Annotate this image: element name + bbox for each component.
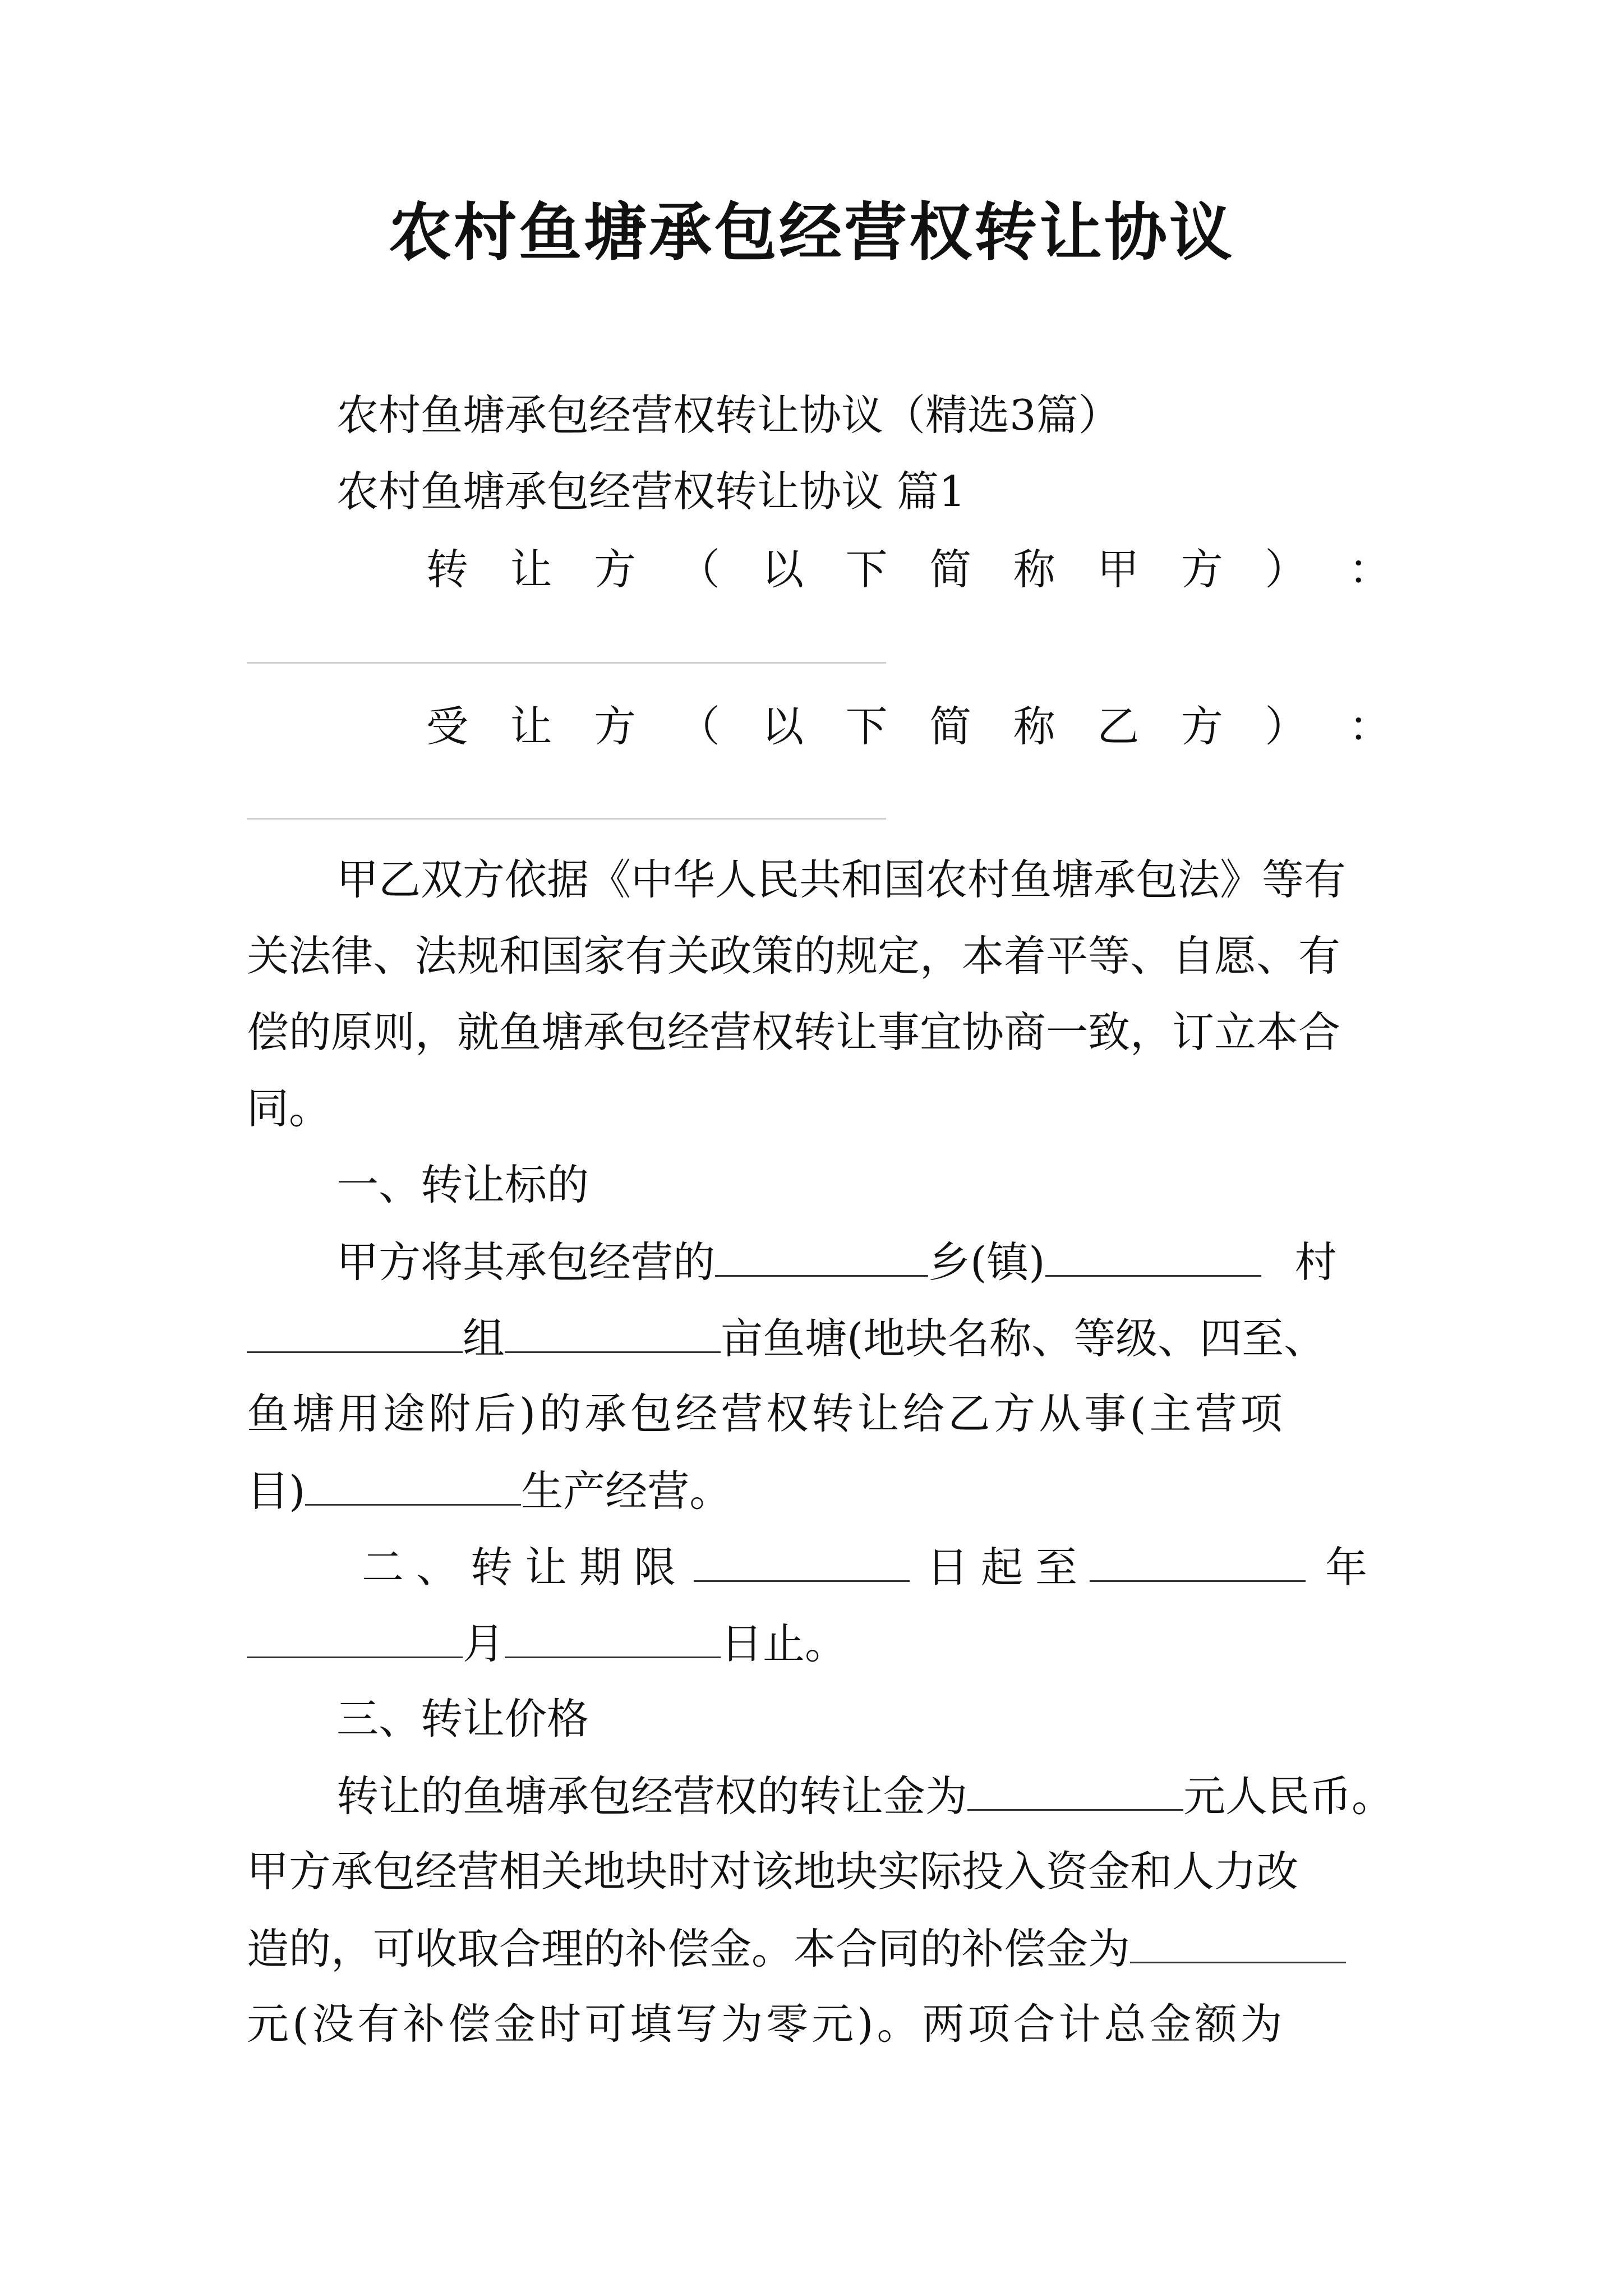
township-blank[interactable] [715, 1233, 928, 1277]
subtitle: 农村鱼塘承包经营权转让协议（精选3篇） [336, 390, 1121, 440]
end-day-blank[interactable] [505, 1614, 721, 1658]
document-title: 农村鱼塘承包经营权转让协议 [389, 196, 1234, 269]
preamble-line-3: 偿的原则，就鱼塘承包经营权转让事宜协商一致，订立本合 [247, 1007, 1341, 1057]
group-blank[interactable] [247, 1309, 463, 1353]
section-1-heading: 一、转让标的 [336, 1160, 589, 1209]
transferee-name-line[interactable] [247, 818, 886, 820]
village-blank[interactable] [1045, 1233, 1261, 1277]
section-1-line-3: 鱼塘用途附后)的承包经营权转让给乙方从事(主营项 [247, 1389, 1286, 1438]
section-1-line-1: 甲方将其承包经营的 乡(镇) 村 [336, 1233, 1391, 1290]
start-date-blank[interactable] [694, 1538, 910, 1582]
section-2-line-1: 二、转让期限 日起至 年 [362, 1538, 1391, 1595]
section-3-line-4: 元(没有补偿金时可填写为零元)。两项合计总金额为 [247, 1999, 1286, 2049]
section-3-line-1: 转让的鱼塘承包经营权的转让金为 元人民币。 [336, 1767, 1391, 1824]
section-2-line-2: 月 日止。 [247, 1614, 1391, 1672]
main-project-blank[interactable] [305, 1462, 521, 1506]
section-3-line-3: 造的，可收取合理的补偿金。本合同的补偿金为 [247, 1920, 1391, 1977]
end-month-blank[interactable] [247, 1614, 463, 1658]
transferor-name-line[interactable] [247, 662, 886, 664]
preamble-line-4: 同。 [247, 1084, 331, 1133]
transferor-label: 转 让 方 （ 以 下 简 称 甲 方 ） ： [426, 545, 1391, 594]
section-3-heading: 三、转让价格 [336, 1694, 589, 1743]
transfer-fee-blank[interactable] [967, 1767, 1183, 1811]
section-1-line-2: 组 亩鱼塘(地块名称、等级、四至、 [247, 1309, 1391, 1366]
section-1-line-4: 目) 生产经营。 [247, 1462, 1391, 1519]
area-blank[interactable] [505, 1309, 721, 1353]
compensation-blank[interactable] [1130, 1920, 1346, 1963]
end-year-blank[interactable] [1090, 1538, 1306, 1582]
preamble-line-1: 甲乙双方依据《中华人民共和国农村鱼塘承包法》等有 [336, 855, 1347, 904]
transferee-label: 受 让 方 （ 以 下 简 称 乙 方 ） ： [426, 702, 1391, 751]
section-3-line-2: 甲方承包经营相关地块时对该地块实际投入资金和人力改 [247, 1847, 1299, 1896]
preamble-line-2: 关法律、法规和国家有关政策的规定，本着平等、自愿、有 [247, 931, 1341, 981]
section-title: 农村鱼塘承包经营权转让协议 篇1 [336, 467, 966, 516]
